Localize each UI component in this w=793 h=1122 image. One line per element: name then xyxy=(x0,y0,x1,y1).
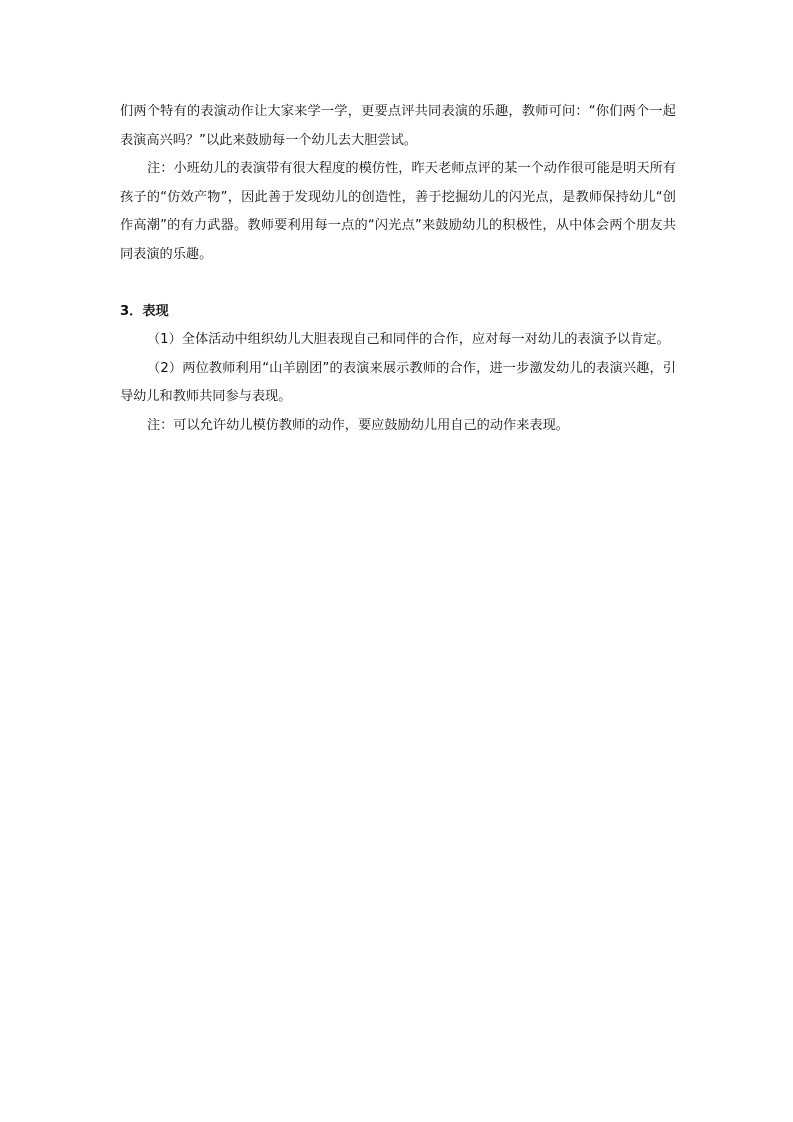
list-item-1: （1）全体活动中组织幼儿大胆表现自己和同伴的合作，应对每一对幼儿的表演予以肯定。 xyxy=(147,332,670,348)
section-heading: 3．表现 xyxy=(120,303,169,319)
note-paragraph-2: 注：可以允许幼儿模仿教师的动作，要应鼓励幼儿用自己的动作来表现。 xyxy=(147,417,569,433)
list-item-2: （2）两位教师利用“山羊剧团”的表演来展示教师的合作，进一步激发幼儿的表演兴趣，引导幼儿和教师共同参与表现。 xyxy=(120,360,676,405)
paragraph-spacer xyxy=(120,270,676,298)
note-paragraph: 注：小班幼儿的表演带有很大程度的模仿性，昨天老师点评的某一个动作很可能是明天所有孩子的“仿效产物”，因此善于发现幼儿的创造性，善于挖掘幼儿的闪光点，是教师保持幼儿“创作高潮”的有力武器。教师要利用每一点的“闪光点”来鼓励幼儿的积极性，从中体会两个朋友共同表演的乐趣。 xyxy=(120,161,676,262)
paragraph-continuation: 们两个特有的表演动作让大家来学一学，更要点评共同表演的乐趣，教师可问：“你们两个一起表演高兴吗？”以此来鼓励每一个幼儿去大胆尝试。 xyxy=(120,104,676,148)
document-body xyxy=(120,98,676,441)
